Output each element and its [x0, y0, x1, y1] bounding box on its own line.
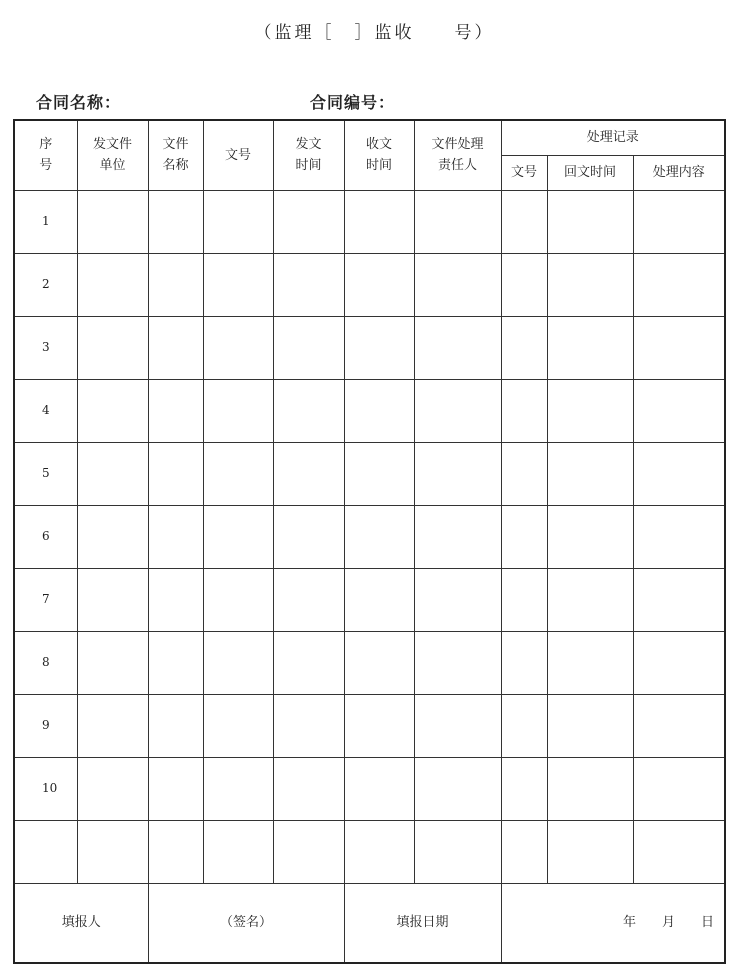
header-send-time: 发文 时间: [273, 120, 344, 190]
row-number: 7: [14, 568, 77, 631]
table-cell[interactable]: [273, 820, 344, 883]
table-cell[interactable]: [77, 190, 148, 253]
header-doc-number: 文号: [203, 120, 273, 190]
row-number: 10: [14, 757, 77, 820]
table-cell[interactable]: [344, 505, 414, 568]
table-cell[interactable]: [77, 253, 148, 316]
table-cell[interactable]: [273, 316, 344, 379]
table-cell[interactable]: [414, 757, 501, 820]
table-cell[interactable]: [148, 568, 203, 631]
table-row: [14, 190, 725, 253]
table-cell[interactable]: [77, 442, 148, 505]
table-cell[interactable]: [547, 820, 633, 883]
table-cell[interactable]: [501, 694, 547, 757]
table-row: [14, 694, 725, 757]
table-cell[interactable]: [148, 316, 203, 379]
table-cell[interactable]: [344, 694, 414, 757]
table-cell[interactable]: [273, 631, 344, 694]
fill-date-field[interactable]: 年 月 日: [501, 883, 725, 963]
row-number: 8: [14, 631, 77, 694]
table-cell[interactable]: [148, 505, 203, 568]
table-cell[interactable]: [203, 505, 273, 568]
table-row: [14, 757, 725, 820]
table-cell[interactable]: [344, 379, 414, 442]
table-cell[interactable]: [77, 568, 148, 631]
table-cell[interactable]: [148, 694, 203, 757]
table-cell[interactable]: [501, 820, 547, 883]
signature-field[interactable]: （签名）: [148, 883, 344, 963]
table-cell[interactable]: [501, 505, 547, 568]
table-cell[interactable]: [501, 379, 547, 442]
table-cell[interactable]: [414, 379, 501, 442]
header-record-doc-number: 文号: [501, 155, 547, 190]
header-record-group: 处理记录: [501, 120, 725, 155]
table-cell[interactable]: [547, 190, 633, 253]
row-number: 5: [14, 442, 77, 505]
row-number: 3: [14, 316, 77, 379]
table-cell[interactable]: [633, 253, 725, 316]
table-cell[interactable]: [547, 568, 633, 631]
table-cell[interactable]: [77, 505, 148, 568]
table-cell[interactable]: [273, 694, 344, 757]
table-cell[interactable]: [203, 253, 273, 316]
table-cell[interactable]: [148, 190, 203, 253]
table-cell[interactable]: [273, 253, 344, 316]
table-cell[interactable]: [344, 442, 414, 505]
document-register-table: [13, 119, 726, 964]
footer-row: [14, 883, 725, 963]
table-cell[interactable]: [414, 253, 501, 316]
header-record-reply-time: 回文时间: [547, 155, 633, 190]
fill-date-label: 填报日期: [344, 883, 501, 963]
row-number: 1: [14, 190, 77, 253]
filler-label: 填报人: [14, 883, 148, 963]
table-cell[interactable]: [633, 757, 725, 820]
table-cell[interactable]: [414, 505, 501, 568]
table-cell[interactable]: [414, 316, 501, 379]
table-row: [14, 820, 725, 883]
table-cell[interactable]: [501, 253, 547, 316]
table-cell[interactable]: [344, 190, 414, 253]
table-cell[interactable]: [633, 379, 725, 442]
table-cell[interactable]: [344, 757, 414, 820]
table-cell[interactable]: [501, 442, 547, 505]
table-cell[interactable]: [547, 253, 633, 316]
table-cell[interactable]: [633, 568, 725, 631]
table-cell[interactable]: [148, 757, 203, 820]
header-record-content: 处理内容: [633, 155, 725, 190]
table-row: [14, 631, 725, 694]
table-cell[interactable]: [547, 316, 633, 379]
table-row: [14, 316, 725, 379]
table-cell[interactable]: [203, 379, 273, 442]
table-cell[interactable]: [203, 442, 273, 505]
table-row: [14, 442, 725, 505]
table-cell[interactable]: [501, 631, 547, 694]
table-cell[interactable]: [414, 694, 501, 757]
table-cell[interactable]: [203, 694, 273, 757]
table-cell[interactable]: [203, 316, 273, 379]
table-cell[interactable]: [148, 442, 203, 505]
table-cell[interactable]: [501, 757, 547, 820]
header-receive-time: 收文 时间: [344, 120, 414, 190]
table-cell[interactable]: [148, 820, 203, 883]
table-cell[interactable]: [344, 253, 414, 316]
table-row: [14, 505, 725, 568]
header-doc-name: 文件 名称: [148, 120, 203, 190]
table-cell[interactable]: [501, 190, 547, 253]
table-cell[interactable]: [633, 505, 725, 568]
table-cell[interactable]: [344, 568, 414, 631]
table-row: [14, 568, 725, 631]
header-row-1: [14, 120, 725, 155]
table-cell[interactable]: [77, 316, 148, 379]
table-row: [14, 253, 725, 316]
table-cell[interactable]: [77, 694, 148, 757]
table-cell[interactable]: [633, 316, 725, 379]
table-cell[interactable]: [501, 316, 547, 379]
table-cell[interactable]: [273, 379, 344, 442]
header-seq: 序 号: [14, 120, 77, 190]
table-cell[interactable]: [148, 379, 203, 442]
table-cell[interactable]: [273, 190, 344, 253]
contract-number-label: 合同编号：: [310, 93, 396, 112]
table-cell[interactable]: [633, 631, 725, 694]
table-cell[interactable]: [414, 190, 501, 253]
table-cell[interactable]: [203, 568, 273, 631]
table-cell[interactable]: [203, 631, 273, 694]
table-cell[interactable]: [148, 253, 203, 316]
table-cell[interactable]: [344, 316, 414, 379]
table-cell[interactable]: [547, 379, 633, 442]
table-cell[interactable]: [203, 190, 273, 253]
table-cell[interactable]: [77, 379, 148, 442]
table-cell[interactable]: [77, 757, 148, 820]
row-number: 4: [14, 379, 77, 442]
table-cell[interactable]: [633, 820, 725, 883]
table-cell[interactable]: [273, 757, 344, 820]
table-cell[interactable]: [547, 694, 633, 757]
table-cell[interactable]: [414, 820, 501, 883]
table-cell[interactable]: [414, 568, 501, 631]
row-number: 2: [14, 253, 77, 316]
table-cell[interactable]: [501, 568, 547, 631]
form-title: （监理［ ］监收 号）: [254, 23, 495, 43]
table-cell[interactable]: [77, 631, 148, 694]
table-cell[interactable]: [148, 631, 203, 694]
table-cell[interactable]: [547, 442, 633, 505]
table-cell[interactable]: [414, 631, 501, 694]
table-cell[interactable]: [203, 820, 273, 883]
table-cell[interactable]: [547, 631, 633, 694]
table-cell[interactable]: [633, 190, 725, 253]
table-cell[interactable]: [547, 757, 633, 820]
table-cell[interactable]: [344, 631, 414, 694]
table-cell[interactable]: [273, 505, 344, 568]
table-cell[interactable]: [344, 820, 414, 883]
table-cell[interactable]: [273, 568, 344, 631]
header-sender-unit: 发文件 单位: [77, 120, 148, 190]
table-cell[interactable]: [414, 442, 501, 505]
row-number: 9: [14, 694, 77, 757]
row-number: 6: [14, 505, 77, 568]
table-row: [14, 379, 725, 442]
table-cell[interactable]: [77, 820, 148, 883]
table-cell[interactable]: [273, 442, 344, 505]
table-cell[interactable]: [547, 505, 633, 568]
header-handler: 文件处理 责任人: [414, 120, 501, 190]
contract-name-label: 合同名称：: [36, 93, 122, 112]
table-cell[interactable]: [633, 694, 725, 757]
row-number: [14, 820, 77, 883]
table-cell[interactable]: [633, 442, 725, 505]
table-cell[interactable]: [203, 757, 273, 820]
